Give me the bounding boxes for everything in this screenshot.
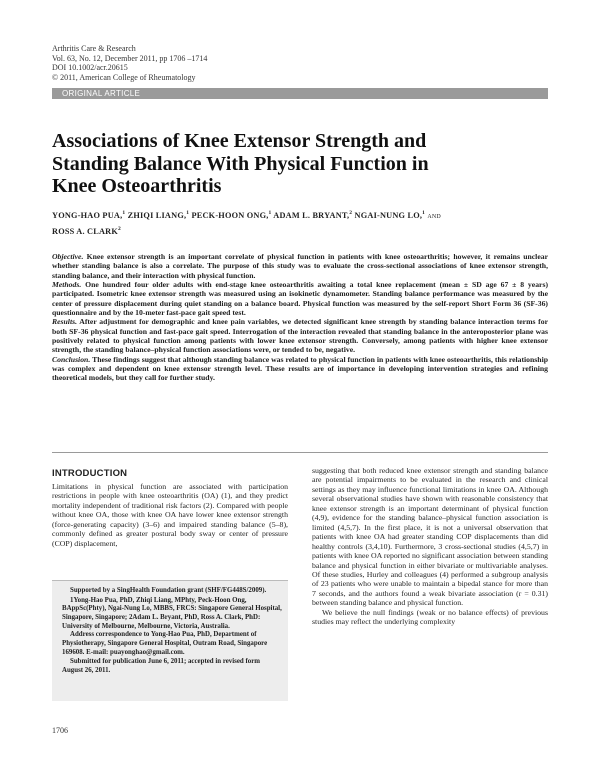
title-line: Associations of Knee Extensor Strength and [52,130,427,152]
journal-name: Arthritis Care & Research [52,44,136,53]
author-affiliation: 1 [268,210,272,216]
abstract-objective [52,252,548,280]
author-affiliation: 1 [422,210,426,216]
title-line: Knee Osteoarthritis [52,175,222,197]
abstract [52,252,548,383]
author-list [52,207,552,239]
abstract-text: These findings suggest that although standing balance was related to physical function in patients with knee osteoarthritis, this relationship was complex and dependent on knee extensor strength level. These results are of importance in developing intervention strategies and refining theoretical models, but they call for further study. [52,354,548,383]
footnotes [62,587,282,676]
body-paragraph: We believe the null findings (weak or no balance effects) of previous studies may reflect the underlying complexity [312,607,548,627]
left-column [52,482,288,548]
article-title [52,130,542,198]
abstract-label: Results. [52,317,77,327]
right-column [312,466,548,627]
section-heading-introduction: INTRODUCTION [52,468,128,479]
section-label: ORIGINAL ARTICLE [62,89,141,98]
journal-volume: Vol. 63, No. 12, December 2011, pp 1706 –1714 [52,53,208,63]
body-paragraph: Limitations in physical function are associated with participation restrictions in people with knee osteoarthritis (OA) (1), and they predict mortality independent of traditional risk factors (2). Compared with people without knee OA, those with knee OA have lower knee extensor strength (force-generating capacity) (3–6) and impaired standing balance (5–8), commonly defined as greater postural body sway or center of pressure (COP) displacement, [52,482,288,548]
footnote-affiliations: 1Yong-Hao Pua, PhD, Zhiqi Liang, MPhty, Peck-Hoon Ong, BAppSc(Phty), Ngai-Nung Lo, MBBS, FRCS: Singapore General Hospital, Singapore, Singapore; 2Adam L. Bryant, PhD, Ross A. Clark, PhD: University of Melbourne, Melbourne, Victoria, Australia. [62,596,282,630]
author-name: PECK-HOON ONG, [191,210,269,220]
author-affiliation: 1 [186,210,190,216]
abstract-text: Knee extensor strength is an important correlate of physical function in patients with knee osteoarthritis; however, it remains unclear whether standing balance is also a correlate. The purpose of this study was to evaluate the cross-sectional associations of knee extensor strength, standing balance, and their interaction with physical function. [52,252,548,280]
abstract-label: Methods. [52,280,82,290]
author-name: ADAM L. BRYANT, [273,210,350,220]
footnote-submitted: Submitted for publication June 6, 2011; accepted in revised form August 26, 2011. [62,658,261,674]
abstract-label: Objective. [52,252,84,261]
abstract-divider [52,452,548,453]
author-name: ZHIQI LIANG, [127,210,187,220]
title-line: Standing Balance With Physical Function in [52,152,429,175]
author-affiliation: 2 [118,226,121,233]
section-banner [52,88,548,99]
abstract-text: One hundred four older adults with end-stage knee osteoarthritis awaiting a total knee replacement (mean ± SD age 67 ± 8 years) participated. Isometric knee extensor strength was measured using an isokinetic dynamometer. Standing balance performance was measured by the center of pressure displacement during quiet standing on a balance board. Physical function was measured by the self-report Short Form 36 (SF-36) questionnaire and by the 10-meter fast-pace gait speed test. [52,280,548,318]
journal-header [52,44,207,82]
author-name: YONG-HAO PUA, [52,210,123,220]
footnote-support: Supported by a SingHealth Foundation grant (SHF/FG448S/2009). [70,587,267,594]
journal-copyright: © 2011, American College of Rheumatology [52,72,196,82]
author-affiliation: 1 [122,210,126,216]
abstract-label: Conclusion. [52,354,91,364]
footnote-correspondence: Address correspondence to Yong-Hao Pua, PhD, Department of Physiotherapy, Singapore General Hospital, Outram Road, Singapore 169608. E-mail: puayonghao@gmail.com. [62,631,268,656]
abstract-conclusion [52,355,548,383]
body-paragraph: suggesting that both reduced knee extensor strength and standing balance are potential impairments to be evaluated in the research and clinical settings as they may influence functional limitations in knee OA. Although several observational studies have shown with reasonable consistency that knee extensor strength is an important determinant of physical function (4,9), evidence for the standing balance–physical function association is limited (4,5,7). In the first place, it is not a universal observation that patients with knee OA had greater standing COP displacements than did healthy controls (3,4,10). Furthermore, 3 cross-sectional studies (4,5,7) in patients with knee OA reported no significant association between standing balance and physical function in either bivariate or multivariable analyses. Of these studies, Hurley and colleagues (4) performed a subgroup analysis of 23 patients who were unable to maintain a bipedal stance for more than 7 seconds, and the authors found a weak bivariate association (r = 0.31) between standing balance and physical function. [312,466,548,608]
abstract-results [52,317,548,354]
author-name: NGAI-NUNG LO, [354,210,423,220]
author-affiliation: 2 [349,210,353,216]
page-number: 1706 [52,726,68,735]
abstract-text: After adjustment for demographic and knee pain variables, we detected significant knee strength by standing balance interaction terms for both SF-36 physical function and fast-pace gait speed. Interrogation of the interaction revealed that standing balance in the anteroposterior plane was positively related to physical function among patients with lower knee extensor strength. Conversely, among patients with higher knee extensor strength, the standing balance–physical function associations were, or tended to be, negative. [52,317,548,355]
abstract-methods [52,280,548,317]
author-name: ROSS A. CLARK [52,227,118,237]
journal-doi: DOI 10.1002/acr.20615 [52,63,128,73]
author-conjunction: AND [427,213,441,220]
